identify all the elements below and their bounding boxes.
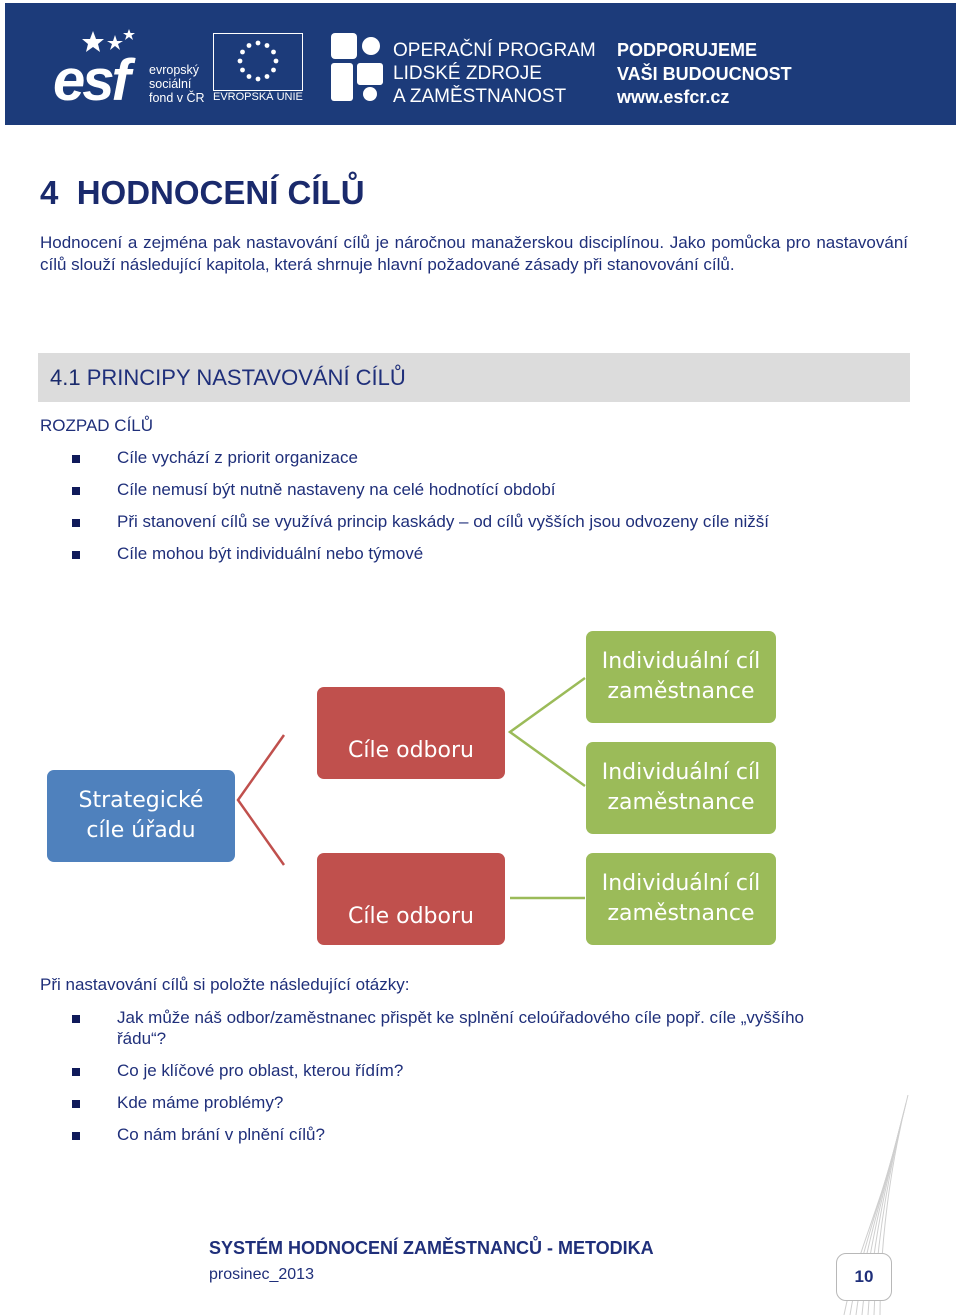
esf-line: fond v ČR: [149, 91, 205, 105]
diagram-node-individual: [586, 742, 776, 834]
list-item: [70, 480, 910, 512]
diagram-node-individual: [586, 631, 776, 723]
bullet-square-icon: [72, 1132, 80, 1140]
diagram-node-department: [317, 853, 505, 945]
esf-caption: [149, 63, 205, 105]
support-slogan: [617, 39, 792, 110]
questions-intro: Při nastavování cílů si položte následující otázky:: [40, 975, 410, 994]
node-label: Individuální cíl zaměstnance: [601, 649, 761, 704]
list-item: [70, 1061, 910, 1093]
esf-letters: esf: [53, 48, 128, 113]
slogan-line: VAŠI BUDOUCNOST: [617, 63, 792, 84]
list-item: [70, 1008, 910, 1029]
questions-list: [70, 1008, 910, 1157]
connector-root-level2: [238, 735, 284, 865]
eu-logo: [213, 33, 305, 105]
footer-title: SYSTÉM HODNOCENÍ ZAMĚSTNANCŮ - METODIKA: [209, 1238, 654, 1258]
esf-line: sociální: [149, 77, 192, 91]
op-line: OPERAČNÍ PROGRAM: [393, 40, 596, 61]
eu-flag-icon: [213, 33, 303, 91]
connector-level2-level3: [510, 678, 585, 786]
list-item-text: Cíle nemusí být nutně nastaveny na celé hodnotící období: [117, 480, 556, 499]
section-title: PRINCIPY NASTAVOVÁNÍ CÍLŮ: [86, 365, 406, 390]
list-item: [70, 1029, 910, 1061]
list-item-text: Cíle mohou být individuální nebo týmové: [117, 544, 424, 563]
header-banner: [5, 3, 956, 125]
bullet-square-icon: [72, 487, 80, 495]
bullet-square-icon: [72, 551, 80, 559]
subheading: ROZPAD CÍLŮ: [40, 416, 154, 435]
bullet-square-icon: [72, 1015, 80, 1023]
list-item: [70, 448, 910, 480]
footer-date: prosinec_2013: [209, 1266, 314, 1283]
list-item-text: Kde máme problémy?: [117, 1093, 284, 1112]
page-number: 10: [836, 1253, 892, 1301]
section-heading-bar: [38, 353, 910, 402]
node-label: Cíle odboru: [348, 904, 474, 929]
list-item: [70, 1125, 910, 1157]
section-number: 4.1: [50, 365, 81, 390]
bullet-square-icon: [72, 455, 80, 463]
list-item-text: Co nám brání v plnění cílů?: [117, 1125, 325, 1144]
esf-logo: [53, 33, 213, 113]
op-line: LIDSKÉ ZDROJE: [393, 63, 542, 84]
chapter-title: 4 HODNOCENÍ CÍLŮ: [40, 174, 365, 211]
list-item: [70, 544, 910, 576]
list-item: [70, 512, 910, 544]
list-item-text: řádu“?: [117, 1029, 167, 1048]
esf-line: evropský: [149, 63, 200, 77]
op-line: A ZAMĚSTNANOST: [393, 86, 567, 107]
diagram-node-root: [47, 770, 235, 862]
op-figure-icon: [327, 31, 387, 103]
op-program-name: [393, 39, 596, 108]
diagram-node-individual: [586, 853, 776, 945]
node-label: Individuální cíl zaměstnance: [601, 871, 761, 926]
bullet-square-icon: [72, 1100, 80, 1108]
bullet-square-icon: [72, 519, 80, 527]
principles-list: [70, 448, 910, 576]
node-label: Strategické cíle úřadu: [78, 788, 204, 843]
diagram-node-department: [317, 687, 505, 779]
goal-cascade-diagram: [40, 620, 800, 960]
chapter-intro: Hodnocení a zejména pak nastavování cílů je náročnou manažerskou disciplínou. Jako pomůcka pro nastavování cílů slouží následující kapitola, která shrnuje hlavní požadované zásady při stanovování cílů.: [40, 233, 908, 274]
list-item-text: Jak může náš odbor/zaměstnanec přispět ke splnění celoúřadového cíle popř. cíle „vyššího: [117, 1008, 804, 1027]
bullet-square-icon: [72, 1068, 80, 1076]
list-item-text: Cíle vychází z priorit organizace: [117, 448, 358, 467]
node-label: Individuální cíl zaměstnance: [601, 760, 761, 815]
list-item: [70, 1093, 910, 1125]
slogan-line: PODPORUJEME: [617, 40, 758, 60]
website-link[interactable]: www.esfcr.cz: [617, 87, 730, 107]
section-heading: [50, 365, 406, 391]
list-item-text: Při stanovení cílů se využívá princip kaskády – od cílů vyšších jsou odvozeny cíle nižší: [117, 512, 769, 531]
list-item-text: Co je klíčové pro oblast, kterou řídím?: [117, 1061, 404, 1080]
node-label: Cíle odboru: [348, 738, 474, 763]
eu-label: EVROPSKÁ UNIE: [213, 91, 303, 103]
